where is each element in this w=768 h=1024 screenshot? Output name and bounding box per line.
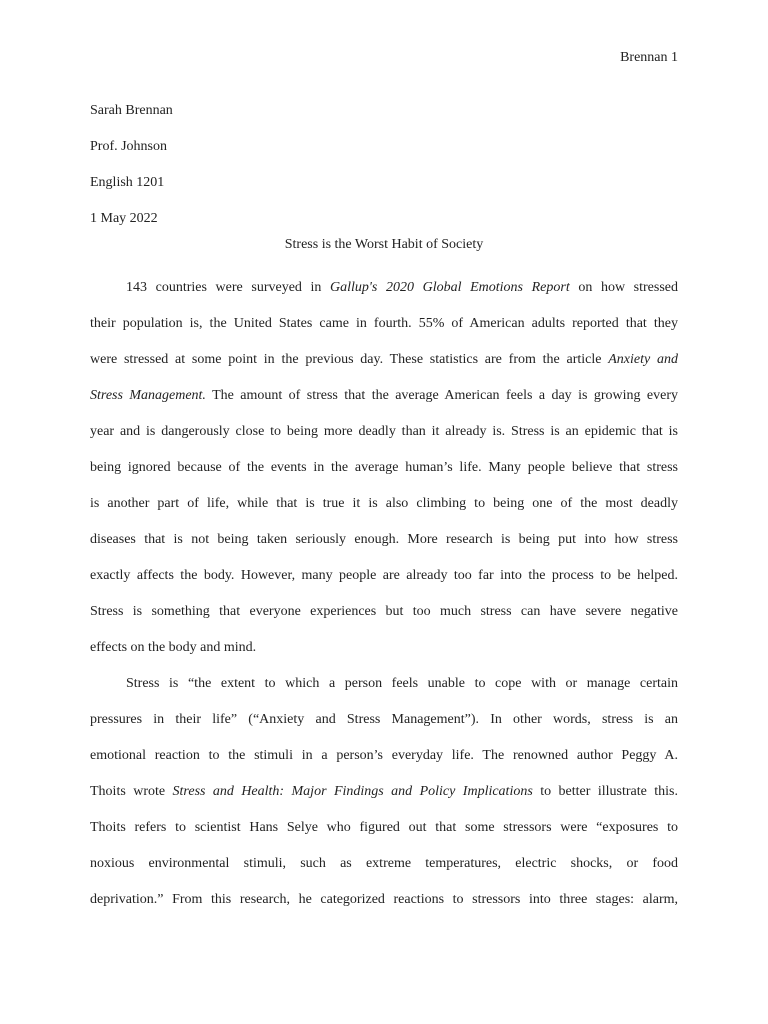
italic-title: Stress and Health: Major Findings and Policy Implications	[172, 784, 533, 799]
text-run: Thoits wrote	[90, 784, 173, 799]
paragraph-line	[90, 594, 678, 630]
paragraph-line	[90, 342, 678, 378]
text-run: deprivation.” From this research, he categorized reactions to stressors into three stages: alarm,	[90, 892, 678, 907]
text-run: year and is dangerously close to being more deadly than it already is. Stress is an epidemic that is	[90, 424, 678, 439]
text-run: were stressed at some point in the previous day. These statistics are from the article	[90, 352, 609, 367]
italic-title: Stress Management.	[90, 388, 206, 403]
paragraph-line	[90, 702, 678, 738]
submission-date: 1 May 2022	[90, 211, 158, 226]
italic-title: Anxiety and	[608, 352, 678, 367]
paragraph	[90, 666, 678, 918]
text-run: on how stressed	[569, 280, 679, 295]
text-run: Stress is “the extent to which a person feels unable to cope with or manage certain	[126, 676, 678, 691]
paragraph-line	[90, 414, 678, 450]
author-name: Sarah Brennan	[90, 103, 173, 118]
text-run: their population is, the United States came in fourth. 55% of American adults reported that they	[90, 316, 678, 331]
paragraph-line	[90, 450, 678, 486]
essay-body	[90, 270, 678, 918]
paragraph-line	[90, 774, 678, 810]
paragraph	[90, 270, 678, 666]
paragraph-line	[90, 270, 678, 306]
instructor-name: Prof. Johnson	[90, 139, 168, 154]
text-run: 143 countries were surveyed in	[126, 280, 331, 295]
text-run: to better illustrate this.	[532, 784, 679, 799]
text-run: diseases that is not being taken seriously enough. More research is being put into how stress	[90, 532, 678, 547]
course-name: English 1201	[90, 175, 165, 190]
paragraph-line	[90, 558, 678, 594]
text-run: is another part of life, while that is true it is also climbing to being one of the most deadly	[90, 496, 678, 511]
paragraph-line	[90, 882, 678, 918]
paragraph-line	[90, 630, 678, 666]
paragraph-line	[90, 666, 678, 702]
text-run: emotional reaction to the stimuli in a person’s everyday life. The renowned author Peggy A.	[90, 748, 678, 763]
text-run: being ignored because of the events in the average human’s life. Many people believe that stress	[90, 460, 678, 475]
text-run: Thoits refers to scientist Hans Selye who figured out that some stressors were “exposures to	[90, 820, 678, 835]
paragraph-line	[90, 306, 678, 342]
text-run: noxious environmental stimuli, such as extreme temperatures, electric shocks, or food	[90, 856, 678, 871]
paragraph-line	[90, 378, 678, 414]
text-run: The amount of stress that the average American feels a day is growing every	[205, 388, 678, 403]
paragraph-line	[90, 486, 678, 522]
text-run: exactly affects the body. However, many people are already too far into the process to be helped.	[90, 568, 678, 583]
running-head: Brennan 1	[620, 50, 678, 65]
paragraph-line	[90, 522, 678, 558]
paragraph-line	[90, 738, 678, 774]
text-run: pressures in their life” (“Anxiety and Stress Management”). In other words, stress is an	[90, 712, 678, 727]
paragraph-line	[90, 846, 678, 882]
mla-heading	[90, 93, 173, 237]
italic-title: Gallup's 2020 Global Emotions Report	[330, 280, 570, 295]
paragraph-line	[90, 810, 678, 846]
text-run: effects on the body and mind.	[90, 640, 257, 655]
text-run: Stress is something that everyone experiences but too much stress can have severe negative	[90, 604, 678, 619]
essay-title: Stress is the Worst Habit of Society	[284, 237, 484, 252]
